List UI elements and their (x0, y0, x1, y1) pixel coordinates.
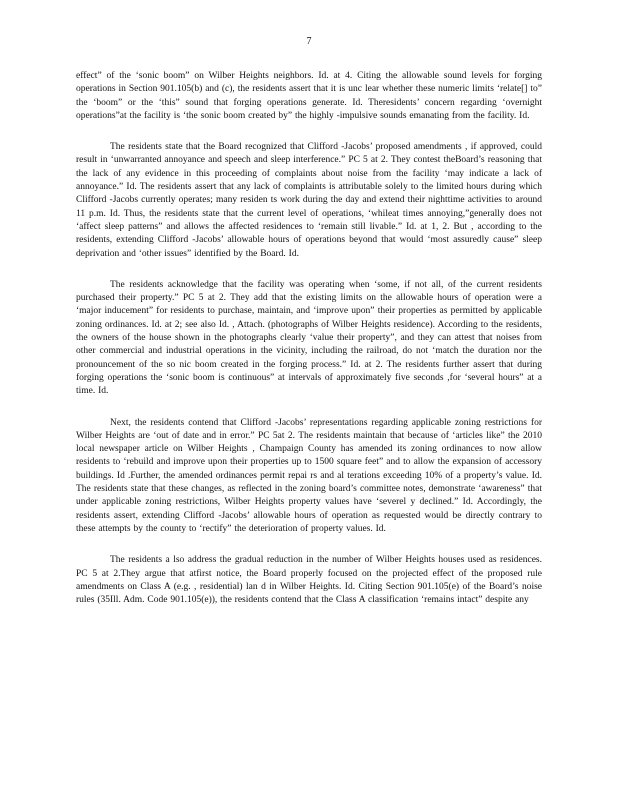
paragraph-4: Next, the residents contend that Clifford -Jacobs’ representations regarding applicable zoning restrictions for Wilber Heights are ‘out of date and in error.” PC 5at 2. The residents maintain that because of ‘articles like” the 2010 local newspaper article on Wilber Heights , Champaign County has amended its zoning ordinances to now allow residents to ‘rebuild and improve upon their properties up to 1500 square feet” and to allow the expansion of accessory buildings. Id .Further, the amended ordinances permit repai rs and al terations exceeding 10% of a property’s value. Id. The residents state that these changes, as reflected in the zoning board’s committee notes, demonstrate ‘awareness” that under applicable zoning restrictions, Wilber Heights property values have ‘severel y declined.” Id. Accordingly, the residents assert, extending Clifford -Jacobs’ allowable hours of operation as requested would be directly contrary to these attempts by the county to ‘rectify” the deterioration of property values. Id. (76, 417, 542, 534)
paragraph-3: The residents acknowledge that the facility was operating when ‘some, if not all, of the current residents purchased their property.” PC 5 at 2. They add that the existing limits on the allowable hours of operation were a ‘major inducement” for residents to purchase, maintain, and ‘improve upon” their properties as permitted by applicable zoning ordinances. Id. at 2; see also Id. , Attach. (photographs of Wilber Heights residence). According to the residents, the owners of the house shown in the photographs clearly ‘value their property”, and they can attest that noises from other commercial and industrial operations in the vicinity, including the railroad, do not ‘match the duration nor the pronouncement of the so nic boom created in the forging process.” Id. at 2. The residents further assert that during forging operations the ‘sonic boom is continuous” at intervals of approximately five seconds ,for ‘several hours” at a time. Id. (76, 279, 542, 397)
body-text (76, 70, 542, 625)
paragraph-1: effect” of the ‘sonic boom” on Wilber Heights neighbors. Id. at 4. Citing the allowable sound levels for forging operations in Section 901.105(b) and (c), the residents assert that it is unc lear whether these numeric limits ‘relate[] to” the ‘boom” or the ‘this” sound that forging operations generate. Id. Theresidents’ concern regarding ‘overnight operations”at the facility is ‘the sonic boom created by” the highly -impulsive sounds emanating from the facility. Id. (76, 71, 542, 121)
paragraph-5: The residents a lso address the gradual reduction in the number of Wilber Heights houses used as residences. PC 5 at 2.They argue that atfirst notice, the Board properly focused on the projected effect of the proposed rule amendments on Class A (e.g. , residential) lan d in Wilber Heights. Id. Citing Section 901.105(e) of the Board’s noise rules (35Ill. Adm. Code 901.105(e)), the residents contend that the Class A classification ‘remains intact” despite any (76, 555, 542, 606)
page-number: 7 (306, 36, 312, 47)
paragraph-2: The residents state that the Board recognized that Clifford -Jacobs’ proposed amendments , if approved, could result in ‘unwarranted annoyance and speech and sleep interference.” PC 5 at 2. They contest theBoard’s reasoning that the lack of any evidence in this proceeding of complaints about noise from the facility ‘may indicate a lack of annoyance.” Id. The residents assert that any lack of complaints is attributable solely to the limited hours during which Clifford -Jacobs currently operates; many residen ts work during the day and extend their nighttime activities to around 11 p.m. Id. Thus, the residents state that the current level of operations, ‘whileat times annoying,”generally does not ‘affect sleep patterns” and allows the affected residences to ‘remain still livable.” Id. at 1, 2. But , according to the residents, extending Clifford -Jacobs’ allowable hours of operations beyond that would ‘most assuredly cause” sleep deprivation and ‘other issues” identified by the Board. Id. (76, 142, 542, 259)
